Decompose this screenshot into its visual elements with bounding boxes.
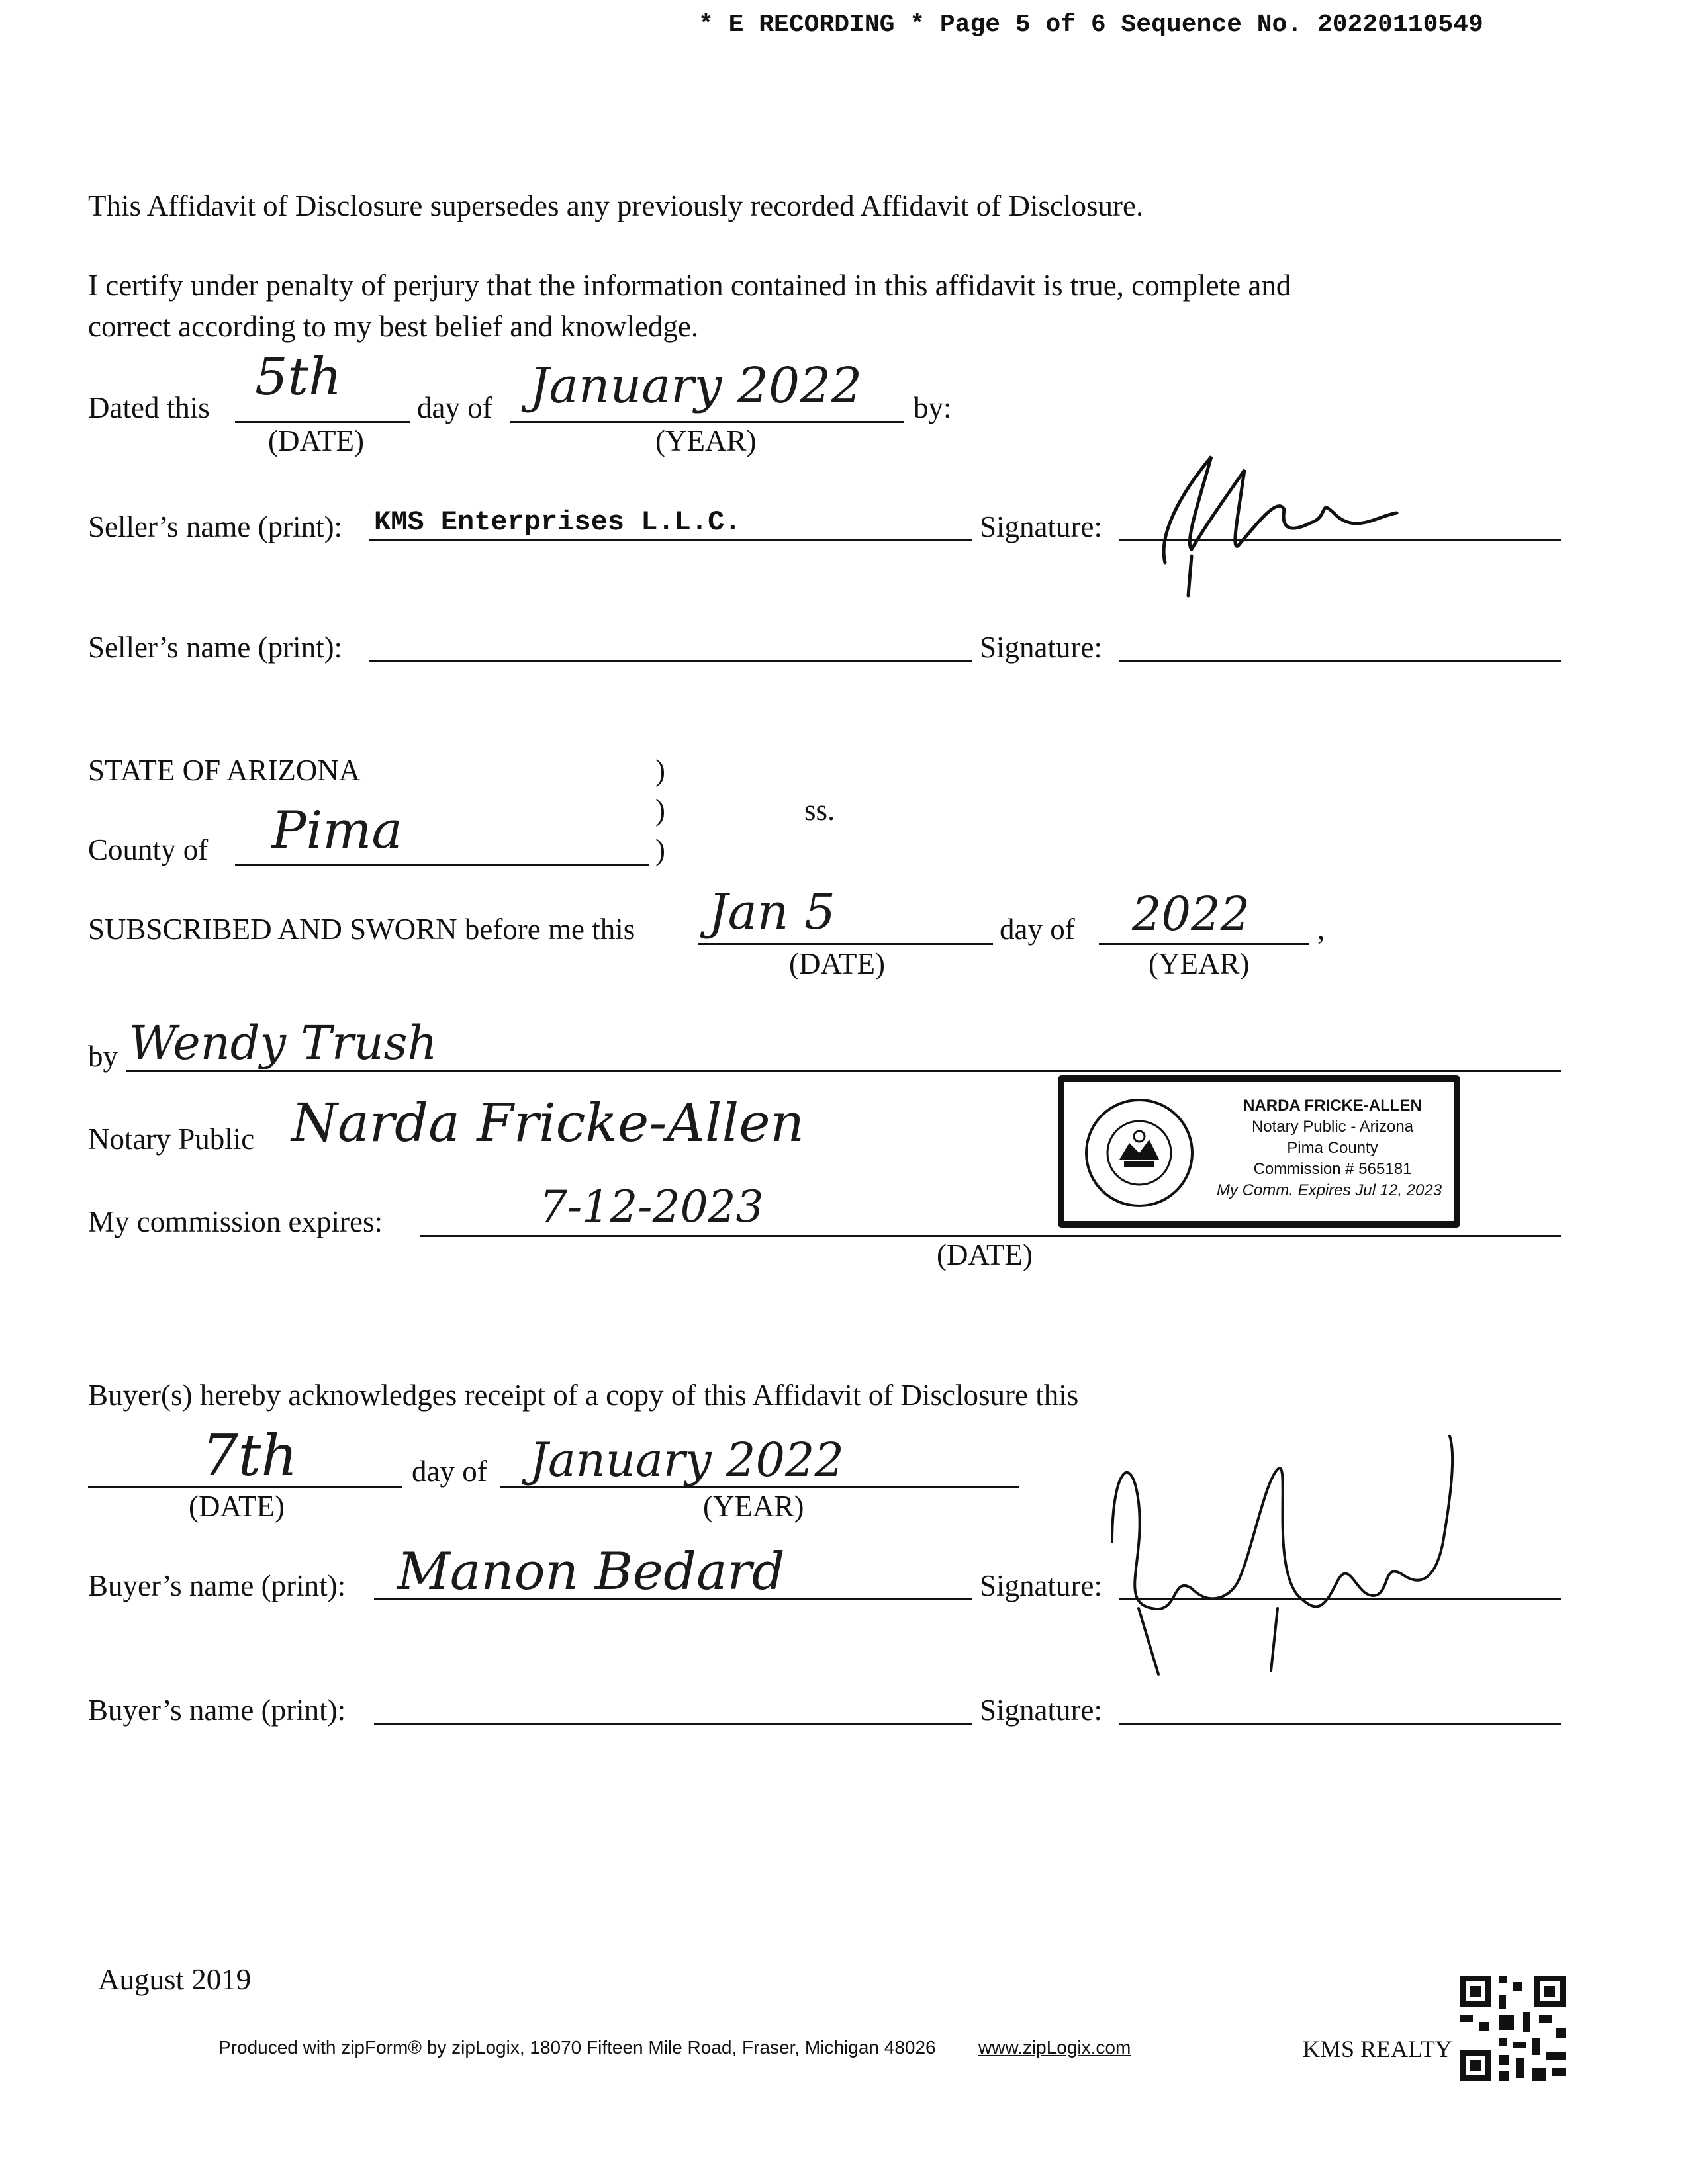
buyer1-signature-scribble: [1099, 1410, 1496, 1674]
buyer-ack-day-value: 7th: [202, 1423, 298, 1489]
seller2-signature-label: Signature:: [980, 631, 1102, 664]
footer-ziplogix-link[interactable]: www.zipLogix.com: [978, 2037, 1131, 2058]
county-line: [235, 864, 649, 866]
sworn-date-line: [698, 943, 993, 945]
seller1-signature-scribble: [1119, 417, 1423, 602]
county-value: Pima: [271, 801, 402, 860]
sworn-year-value: 2022: [1132, 887, 1250, 941]
commission-value: 7-12-2023: [539, 1181, 764, 1232]
arizona-seal-icon: [1083, 1097, 1196, 1209]
notary-paren-2: ): [655, 794, 665, 827]
sworn-year-caption: (YEAR): [1149, 947, 1250, 980]
sworn-mid: day of: [1000, 913, 1075, 946]
seller2-name-line: [369, 660, 972, 662]
buyer-ack-day-caption: (DATE): [189, 1490, 285, 1523]
buyer-ack-year-caption: (YEAR): [703, 1490, 804, 1523]
recording-header: * E RECORDING * Page 5 of 6 Sequence No. 20220110549: [698, 11, 1483, 39]
commission-caption: (DATE): [937, 1238, 1033, 1271]
sworn-comma: ,: [1317, 913, 1325, 946]
by-label: by: [88, 1040, 118, 1073]
sworn-date-caption: (DATE): [789, 947, 885, 980]
dated-year-line: [510, 421, 904, 423]
notary-public-label: Notary Public: [88, 1122, 255, 1156]
buyer2-label: Buyer’s name (print):: [88, 1694, 346, 1727]
form-revision-date: August 2019: [98, 1963, 252, 1996]
supersede-statement: This Affidavit of Disclosure supersedes any previously recorded Affidavit of Disclosure.: [88, 189, 1144, 222]
stamp-line4: Commission # 565181: [1253, 1160, 1412, 1178]
seller2-signature-line: [1119, 660, 1561, 662]
commission-label: My commission expires:: [88, 1205, 383, 1238]
buyer-ack-year-value: January 2022: [530, 1433, 845, 1487]
notary-stamp: [1058, 1075, 1460, 1228]
seller1-name-line: [369, 539, 972, 541]
seller1-label: Seller’s name (print):: [88, 510, 343, 543]
certify-statement-line1: I certify under penalty of perjury that the information contained in this affidavit is true, complete and: [88, 269, 1291, 302]
notary-paren-1: ): [655, 754, 665, 787]
stamp-line5: My Comm. Expires Jul 12, 2023: [1216, 1181, 1442, 1199]
seller1-signature-label: Signature:: [980, 510, 1102, 543]
dated-mid: day of: [417, 391, 492, 424]
stamp-line2: Notary Public - Arizona: [1251, 1118, 1414, 1136]
dated-year-value: January 2022: [530, 357, 863, 414]
certify-statement-line2: correct according to my best belief and knowledge.: [88, 310, 699, 343]
buyer-ack-mid: day of: [412, 1455, 487, 1488]
seller1-name: KMS Enterprises L.L.C.: [374, 506, 741, 538]
commission-line: [420, 1235, 1561, 1237]
buyer1-label: Buyer’s name (print):: [88, 1569, 346, 1602]
buyer2-name-line: [374, 1723, 972, 1725]
buyer2-signature-label: Signature:: [980, 1694, 1102, 1727]
buyer-ack-text: Buyer(s) hereby acknowledges receipt of a copy of this Affidavit of Disclosure this: [88, 1379, 1079, 1412]
footer-brokerage: KMS REALTY: [1303, 2036, 1452, 2062]
by-value: Wendy Trush: [129, 1016, 438, 1070]
stamp-line3: Pima County: [1287, 1139, 1378, 1157]
buyer1-name: Manon Bedard: [397, 1542, 785, 1602]
dated-suffix: by:: [914, 391, 952, 424]
sworn-prefix: SUBSCRIBED AND SWORN before me this: [88, 913, 635, 946]
dated-day-caption: (DATE): [268, 424, 364, 457]
county-label: County of: [88, 833, 209, 866]
notary-signature: Narda Fricke-Allen: [291, 1092, 805, 1154]
by-line: [126, 1070, 1561, 1072]
buyer1-signature-label: Signature:: [980, 1569, 1102, 1602]
sworn-date-value: Jan 5: [708, 884, 836, 940]
buyer2-signature-line: [1119, 1723, 1561, 1725]
stamp-name: NARDA FRICKE-ALLEN: [1243, 1097, 1422, 1115]
dated-day-line: [235, 421, 410, 423]
sworn-year-line: [1099, 943, 1309, 945]
dated-year-caption: (YEAR): [655, 424, 757, 457]
notary-paren-3: ): [655, 833, 665, 866]
dated-prefix: Dated this: [88, 391, 210, 424]
dated-day-value: 5th: [255, 347, 342, 407]
notary-state: STATE OF ARIZONA: [88, 754, 361, 787]
seller2-label: Seller’s name (print):: [88, 631, 343, 664]
qr-code-icon: [1460, 1976, 1566, 2081]
notary-ss: ss.: [804, 794, 835, 827]
footer-produced-by: Produced with zipForm® by zipLogix, 18070 Fifteen Mile Road, Fraser, Michigan 48026: [218, 2037, 936, 2058]
